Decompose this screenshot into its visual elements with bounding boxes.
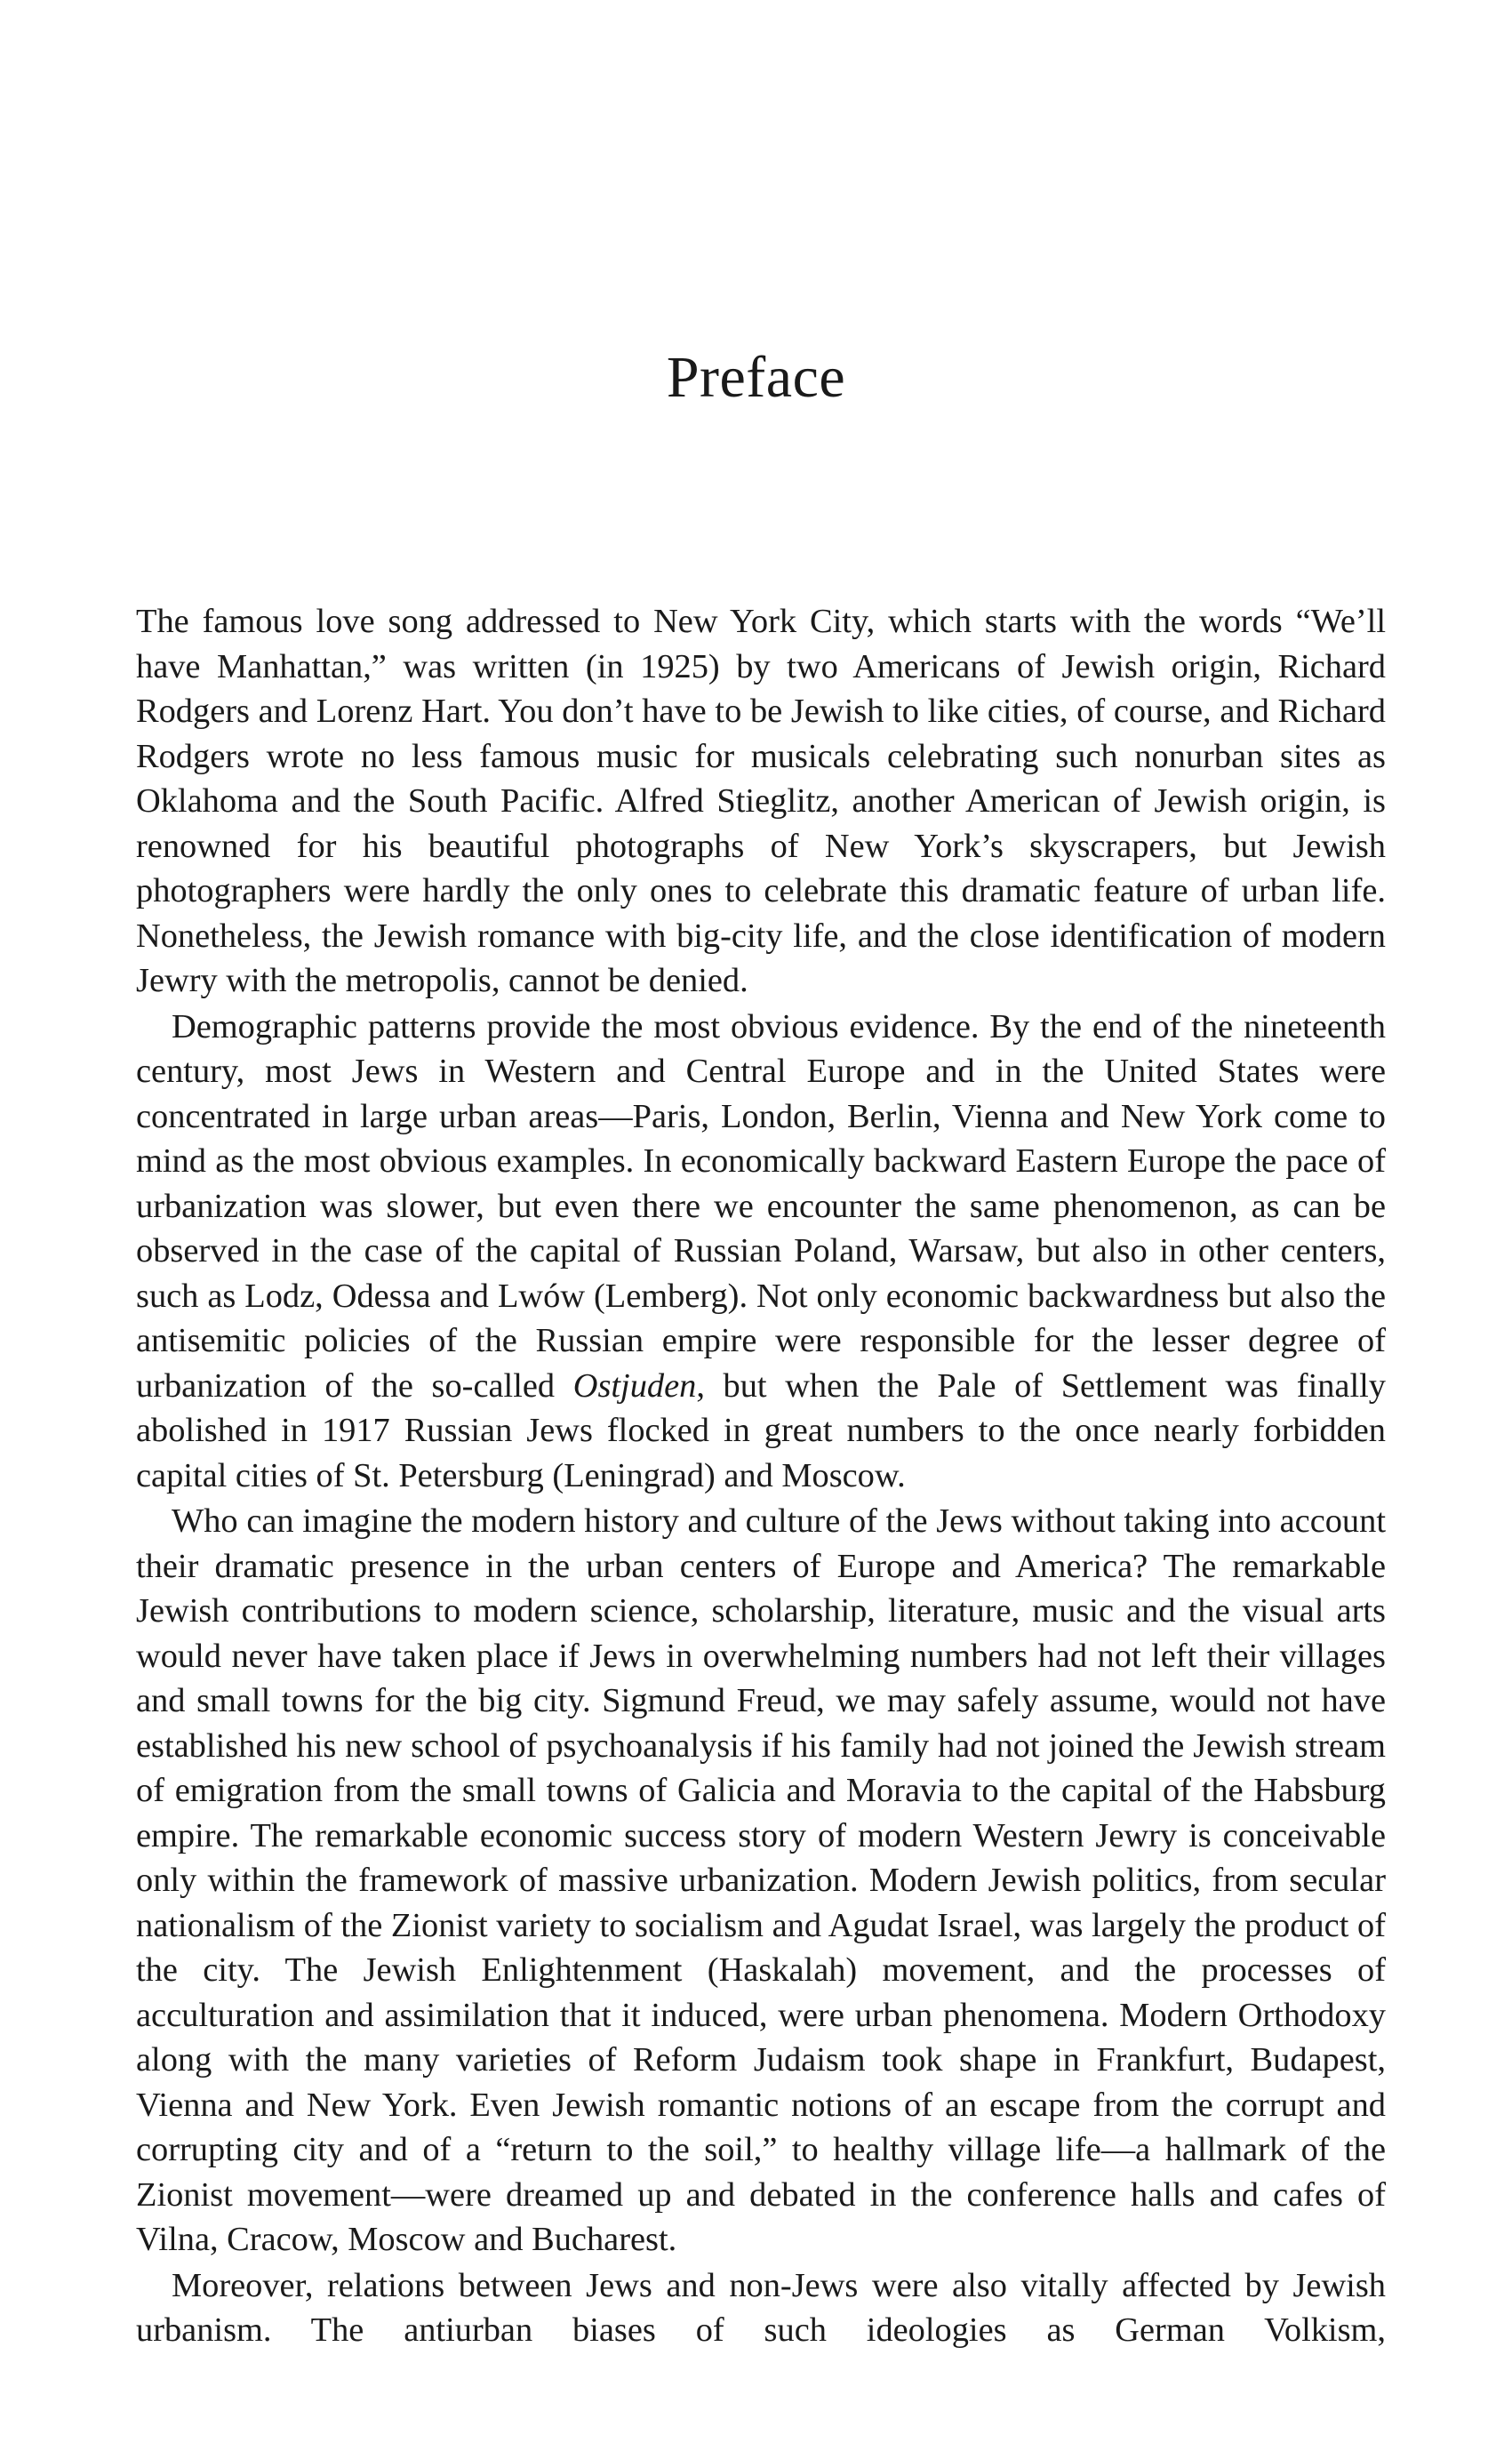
italic-term: Ostjuden — [572, 1366, 697, 1405]
paragraph-2-text: Demographic patterns provide the most obvious evidence. By the end of the nineteenth century, most Jews in Western and Central Europe and in the United States were concentrated in large urban areas—Paris, London, Berlin, Vienna and New York come to mind as the most obvious examples. In economically backward Eastern Europe the pace of urbanization was slower, but even there we encounter the same phenomenon, as can be observed in the case of the capital of Russian Poland, Warsaw, but also in other centers, such as Lodz, Odessa and Lwów (Lemberg). Not only economic backwardness but also the antisemitic policies of the Russian empire were responsible for the lesser degree of urbanization of the so-called — [136, 1007, 1386, 1405]
page-title: Preface — [666, 345, 846, 410]
paragraph-3: Who can imagine the modern history and culture of the Jews without taking into account their dramatic presence in the urban centers of Europe and America? The remarkable Jewish contributions to modern science, scholarship, literature, music and the visual arts would never have taken place if Jews in overwhelming numbers had not left their villages and small towns for the big city. Sigmund Freud, we may safely assume, would not have established his new school of psychoanalysis if his family had not joined the Jewish stream of emigration from the small towns of Galicia and Moravia to the capital of the Habsburg empire. The remarkable economic success story of modern Western Jewry is conceivable only within the framework of massive urbanization. Modern Jewish politics, from secular nationalism of the Zionist variety to socialism and Agudat Israel, was largely the product of the city. The Jewish Enlightenment (Haskalah) movement, and the processes of acculturation and assimilation that it induced, were urban phenomena. Modern Orthodoxy along with the many varieties of Reform Judaism took shape in Frankfurt, Budapest, Vienna and New York. Even Jewish romantic notions of an escape from the corrupt and corrupting city and of a “return to the soil,” to healthy village life—a hallmark of the Zionist movement—were dreamed up and debated in the conference halls and cafes of Vilna, Cracow, Moscow and Bucharest. — [136, 1502, 1386, 2258]
paragraph-2 — [136, 1005, 1386, 1499]
paragraph-1: The famous love song addressed to New York City, which starts with the words “We’ll have Manhattan,” was written (in 1925) by two Americans of Jewish origin, Richard Rodgers and Lorenz Hart. You don’t have to be Jewish to like cities, of course, and Richard Rodgers wrote no less famous music for musicals celebrating such nonurban sites as Oklahoma and the South Pacific. Alfred Stieglitz, another American of Jewish origin, is renowned for his beautiful photographs of New York’s skyscrapers, but Jewish photographers were hardly the only ones to celebrate this dramatic feature of urban life. Nonetheless, the Jewish romance with big-city life, and the close identification of modern Jewry with the metropolis, cannot be denied. — [136, 603, 1386, 999]
paragraph-2-tail: , but when the Pale of Settlement was finally abolished in 1917 Russian Jews flocked in great numbers to the once nearly forbidden capital cities of St. Petersburg (Leningrad) and Moscow. — [136, 1366, 1386, 1494]
paragraph-4: Moreover, relations between Jews and non-Jews were also vitally affected by Jewish urbanism. The antiurban biases of such ideologies as German Volkism, — [136, 2266, 1386, 2349]
body-text — [136, 599, 1386, 2354]
